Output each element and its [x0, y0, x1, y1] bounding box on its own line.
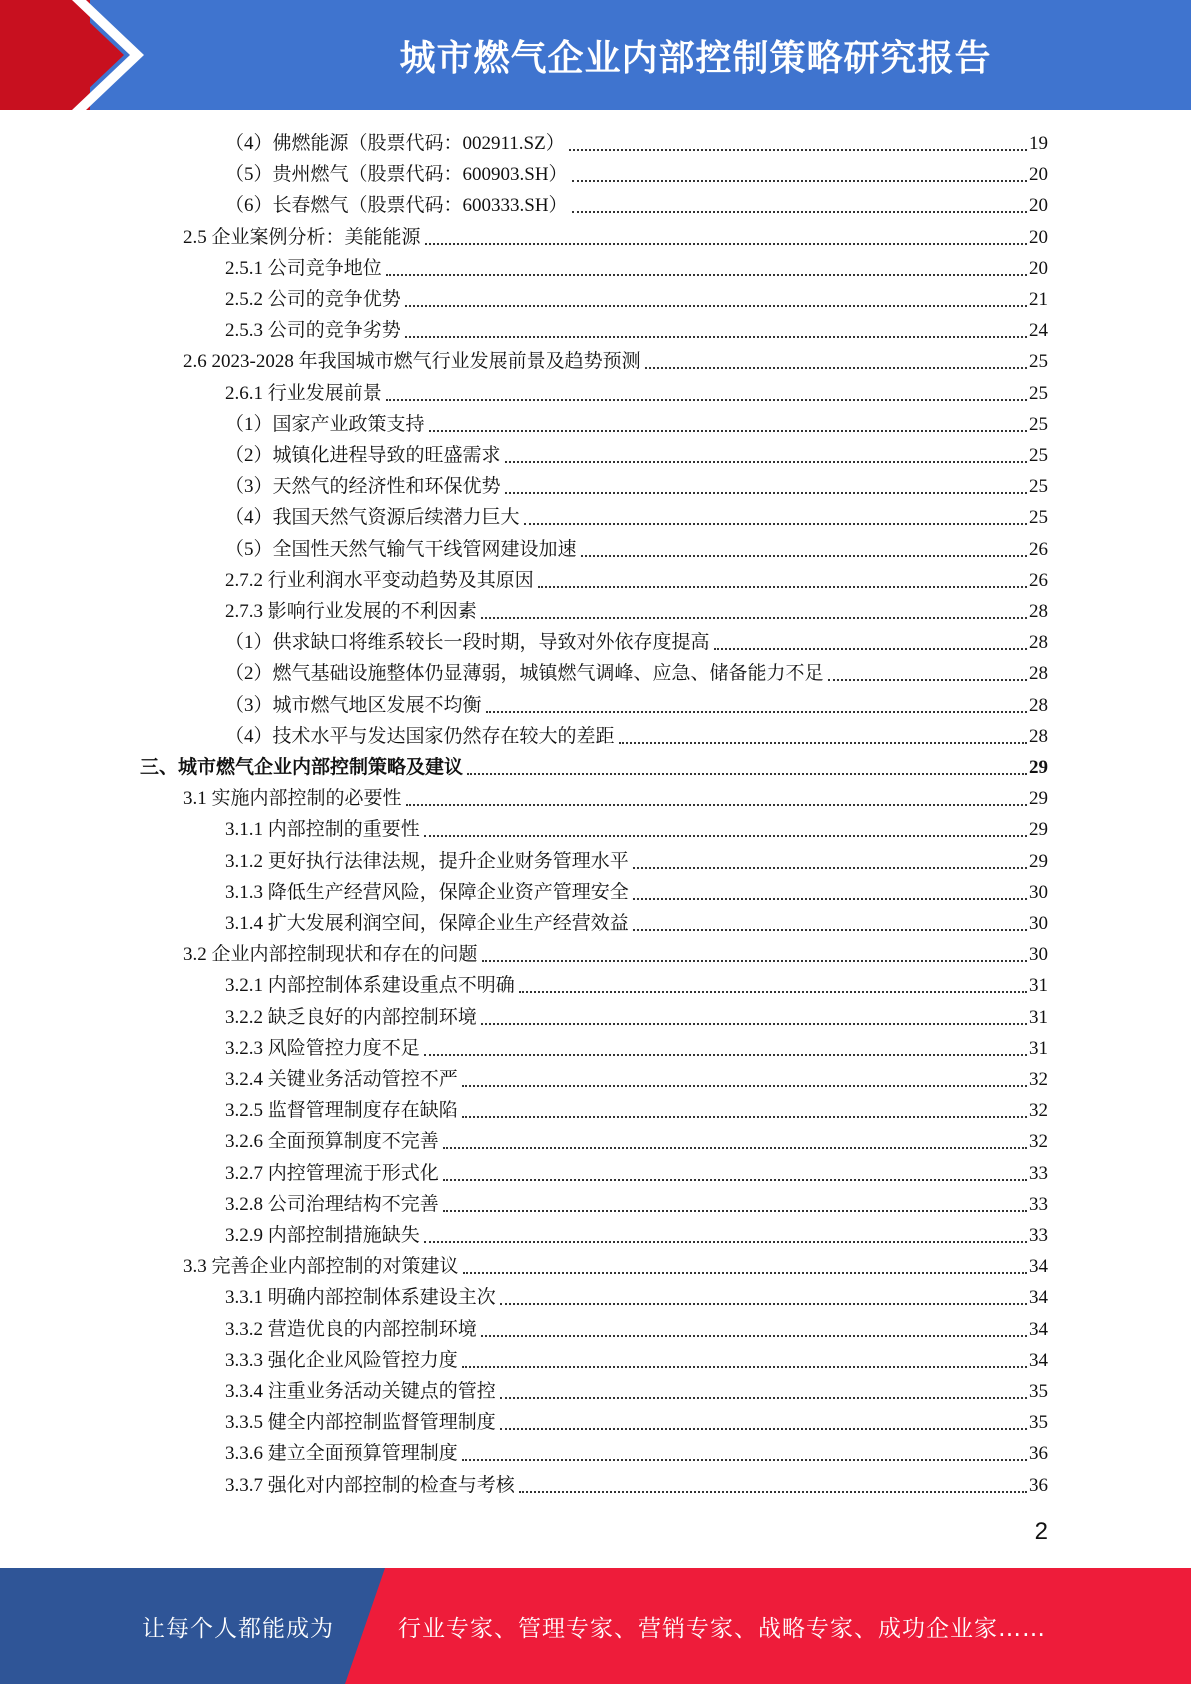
- toc-dot-leader: [462, 1360, 1027, 1368]
- toc-entry-label: 3.2.1 内部控制体系建设重点不明确: [225, 975, 515, 997]
- toc-dot-leader: [481, 1329, 1027, 1337]
- toc-entry-label: 3.2.9 内部控制措施缺失: [225, 1225, 420, 1246]
- toc-dot-leader: [633, 861, 1027, 869]
- toc-dot-leader: [443, 1173, 1027, 1181]
- toc-dot-leader: [425, 237, 1027, 245]
- toc-dot-leader: [572, 174, 1027, 182]
- toc-entry-page: 31: [1029, 1006, 1048, 1028]
- toc-entry[interactable]: [225, 721, 1048, 752]
- toc-entry[interactable]: [225, 1126, 1048, 1157]
- toc-entry[interactable]: [225, 1064, 1048, 1095]
- toc-dot-leader: [462, 1453, 1027, 1461]
- toc-entry[interactable]: [225, 1345, 1048, 1376]
- toc-entry-label: （1）国家产业政策支持: [225, 413, 425, 435]
- toc-dot-leader: [519, 985, 1027, 993]
- toc-entry[interactable]: [225, 284, 1048, 315]
- toc-entry[interactable]: [225, 471, 1048, 502]
- toc-entry-label: 3.3.6 建立全面预算管理制度: [225, 1443, 458, 1465]
- toc-entry-label: 3.2.8 公司治理结构不完善: [225, 1193, 439, 1215]
- toc-entry-page: 33: [1029, 1193, 1048, 1215]
- toc-entry[interactable]: [183, 1251, 1048, 1282]
- toc-entry-label: 2.7.2 行业利润水平变动趋势及其原因: [225, 569, 534, 591]
- toc-entry-label: 3.1.2 更好执行法律法规，提升企业财务管理水平: [225, 850, 629, 872]
- toc-entry-page: 25: [1029, 351, 1048, 373]
- toc-dot-leader: [482, 954, 1027, 962]
- toc-dot-leader: [386, 393, 1027, 401]
- toc-entry-page: 30: [1029, 913, 1048, 934]
- toc-entry-page: 25: [1029, 507, 1048, 529]
- toc-entry[interactable]: [225, 908, 1048, 939]
- toc-dot-leader: [619, 736, 1027, 744]
- toc-entry-label: 3.3.4 注重业务活动关键点的管控: [225, 1381, 496, 1402]
- toc-entry[interactable]: [225, 970, 1048, 1001]
- toc-dot-leader: [572, 205, 1027, 213]
- toc-entry-label: 3.2.7 内控管理流于形式化: [225, 1162, 439, 1184]
- toc-entry-label: 3.2 企业内部控制现状和存在的问题: [183, 944, 478, 966]
- toc-dot-leader: [538, 580, 1027, 588]
- toc-dot-leader: [405, 330, 1027, 338]
- toc-dot-leader: [505, 455, 1027, 463]
- toc-entry[interactable]: [225, 1438, 1048, 1469]
- toc-dot-leader: [714, 642, 1027, 650]
- toc-dot-leader: [424, 1235, 1027, 1243]
- toc-entry-label: （2）燃气基础设施整体仍显薄弱，城镇燃气调峰、应急、储备能力不足: [225, 663, 824, 685]
- toc-dot-leader: [500, 1422, 1027, 1430]
- footer-slogan-right: 行业专家、管理专家、营销专家、战略专家、成功企业家……: [398, 1615, 1046, 1642]
- toc-entry-label: 3.2.3 风险管控力度不足: [225, 1037, 420, 1059]
- toc-entry-page: 29: [1029, 788, 1048, 810]
- toc-entry-label: 3.3.1 明确内部控制体系建设主次: [225, 1287, 496, 1309]
- toc-dot-leader: [405, 299, 1027, 307]
- toc-entry-page: 21: [1029, 289, 1048, 310]
- toc-dot-leader: [463, 1266, 1027, 1274]
- toc-entry[interactable]: [183, 346, 1048, 377]
- toc-entry-page: 26: [1029, 569, 1048, 591]
- toc-dot-leader: [386, 268, 1027, 276]
- toc-entry-page: 30: [1029, 944, 1048, 966]
- toc-entry-label: 3.1.3 降低生产经营风险，保障企业资产管理安全: [225, 881, 629, 903]
- toc-entry-page: 32: [1029, 1100, 1048, 1122]
- toc-entry[interactable]: [225, 1002, 1048, 1033]
- toc-dot-leader: [462, 1079, 1027, 1087]
- toc-entry-page: 35: [1029, 1412, 1048, 1434]
- toc-entry-label: （1）供求缺口将维系较长一段时期，导致对外依存度提高: [225, 632, 710, 654]
- toc-entry-label: （6）长春燃气（股票代码：600333.SH）: [225, 195, 568, 217]
- toc-entry-label: （5）全国性天然气输气干线管网建设加速: [225, 538, 577, 560]
- toc-entry-page: 26: [1029, 538, 1048, 560]
- toc-entry[interactable]: [225, 534, 1048, 565]
- toc-dot-leader: [828, 673, 1027, 681]
- toc-entry[interactable]: [225, 1314, 1048, 1345]
- toc-entry-label: （4）我国天然气资源后续潜力巨大: [225, 507, 520, 529]
- toc-entry[interactable]: [225, 1220, 1048, 1251]
- toc-entry[interactable]: [225, 502, 1048, 533]
- toc-entry[interactable]: [225, 565, 1048, 596]
- toc-entry-page: 33: [1029, 1225, 1048, 1246]
- toc-entry[interactable]: [225, 159, 1048, 190]
- toc-entry[interactable]: [225, 1095, 1048, 1126]
- toc-entry[interactable]: [225, 1189, 1048, 1220]
- toc-entry-label: 3.2.5 监督管理制度存在缺陷: [225, 1100, 458, 1122]
- toc-entry[interactable]: [225, 440, 1048, 471]
- toc-entry[interactable]: [225, 378, 1048, 409]
- toc-dot-leader: [633, 892, 1027, 900]
- toc-entry-page: 25: [1029, 476, 1048, 498]
- toc-entry-label: 2.5.2 公司的竞争优势: [225, 289, 401, 310]
- toc-entry-page: 28: [1029, 601, 1048, 622]
- toc-entry[interactable]: [225, 596, 1048, 627]
- toc-entry-page: 20: [1029, 226, 1048, 248]
- toc-entry-page: 31: [1029, 1037, 1048, 1059]
- toc-entry-label: 3.2.6 全面预算制度不完善: [225, 1131, 439, 1153]
- toc-entry[interactable]: [225, 315, 1048, 346]
- toc-entry-page: 34: [1029, 1318, 1048, 1340]
- toc-entry-page: 28: [1029, 663, 1048, 685]
- toc-dot-leader: [524, 517, 1027, 525]
- toc-entry-label: 2.5.1 公司竞争地位: [225, 257, 382, 279]
- toc-entry[interactable]: [225, 253, 1048, 284]
- toc-entry-page: 32: [1029, 1131, 1048, 1153]
- toc-entry-label: 3.1.1 内部控制的重要性: [225, 819, 420, 841]
- toc-entry-label: （3）天然气的经济性和环保优势: [225, 476, 501, 498]
- toc-dot-leader: [500, 1297, 1027, 1305]
- page-footer: [0, 1568, 1191, 1684]
- toc-entry[interactable]: [225, 1376, 1048, 1407]
- toc-entry-label: 3.3.5 健全内部控制监督管理制度: [225, 1412, 496, 1434]
- toc-dot-leader: [481, 1017, 1027, 1025]
- toc-entry-page: 25: [1029, 382, 1048, 404]
- toc-entry[interactable]: [225, 690, 1048, 721]
- toc-entry[interactable]: [225, 846, 1048, 877]
- toc-entry-page: 30: [1029, 881, 1048, 903]
- toc-entry-page: 24: [1029, 320, 1048, 342]
- toc-entry-label: 2.5 企业案例分析：美能能源: [183, 226, 421, 248]
- toc-entry[interactable]: [225, 190, 1048, 221]
- toc-dot-leader: [645, 361, 1027, 369]
- toc-entry-page: 29: [1029, 819, 1048, 841]
- toc-entry-label: 2.7.3 影响行业发展的不利因素: [225, 601, 477, 622]
- toc-entry-label: 3.1.4 扩大发展利润空间，保障企业生产经营效益: [225, 913, 629, 934]
- toc-dot-leader: [406, 798, 1027, 806]
- toc-dot-leader: [481, 611, 1027, 619]
- toc-entry-page: 34: [1029, 1287, 1048, 1309]
- toc-entry-label: （3）城市燃气地区发展不均衡: [225, 694, 482, 716]
- toc-entry-page: 19: [1029, 133, 1048, 154]
- toc-entry[interactable]: [225, 1407, 1048, 1438]
- toc-entry[interactable]: [140, 752, 1048, 783]
- toc-entry-label: （5）贵州燃气（股票代码：600903.SH）: [225, 164, 568, 186]
- toc-entry-label: 3.1 实施内部控制的必要性: [183, 788, 402, 810]
- toc-entry[interactable]: [183, 222, 1048, 253]
- toc-dot-leader: [519, 1485, 1027, 1493]
- toc-dot-leader: [633, 923, 1027, 931]
- toc-entry[interactable]: [225, 1033, 1048, 1064]
- toc-entry-page: 25: [1029, 413, 1048, 435]
- toc-entry-label: 3.3.3 强化企业风险管控力度: [225, 1349, 458, 1371]
- toc-entry-label: 3.3.7 强化对内部控制的检查与考核: [225, 1474, 515, 1496]
- toc-entry-label: 3.3 完善企业内部控制的对策建议: [183, 1256, 459, 1278]
- toc-entry[interactable]: [225, 1158, 1048, 1189]
- toc-dot-leader: [429, 424, 1027, 432]
- toc-dot-leader: [443, 1204, 1027, 1212]
- toc-entry-label: 2.6.1 行业发展前景: [225, 382, 382, 404]
- toc-entry-label: （4）技术水平与发达国家仍然存在较大的差距: [225, 725, 615, 747]
- toc-entry[interactable]: [225, 658, 1048, 689]
- toc-entry[interactable]: [183, 939, 1048, 970]
- toc-entry-label: （4）佛燃能源（股票代码：002911.SZ）: [225, 133, 565, 154]
- toc-entry-page: 28: [1029, 725, 1048, 747]
- toc-entry-page: 32: [1029, 1069, 1048, 1090]
- toc-dot-leader: [486, 705, 1027, 713]
- toc-entry[interactable]: [183, 783, 1048, 814]
- toc-entry-page: 36: [1029, 1474, 1048, 1496]
- toc-entry-page: 20: [1029, 164, 1048, 186]
- report-title: 城市燃气企业内部控制策略研究报告: [399, 37, 992, 79]
- toc-dot-leader: [443, 1141, 1027, 1149]
- toc-entry-page: 25: [1029, 445, 1048, 466]
- toc-entry-label: 3.2.4 关键业务活动管控不严: [225, 1069, 458, 1090]
- page-header: [0, 0, 1191, 110]
- toc-entry-page: 20: [1029, 195, 1048, 217]
- toc-entry-label: 2.6 2023-2028 年我国城市燃气行业发展前景及趋势预测: [183, 351, 641, 373]
- toc-dot-leader: [424, 829, 1027, 837]
- page-number: 2: [1034, 1518, 1048, 1545]
- footer-slogan-left: 让每个人都能成为: [142, 1615, 334, 1642]
- toc-entry-page: 35: [1029, 1381, 1048, 1402]
- toc-entry-page: 20: [1029, 257, 1048, 279]
- toc-entry-page: 34: [1029, 1349, 1048, 1371]
- toc-entry-page: 33: [1029, 1162, 1048, 1184]
- toc-entry[interactable]: [225, 1470, 1048, 1501]
- toc-entry-page: 31: [1029, 975, 1048, 997]
- toc-entry-label: 2.5.3 公司的竞争劣势: [225, 320, 401, 342]
- toc-dot-leader: [424, 1048, 1027, 1056]
- toc-entry-label: 3.3.2 营造优良的内部控制环境: [225, 1318, 477, 1340]
- toc-entry[interactable]: [225, 128, 1048, 159]
- toc-entry-page: 29: [1029, 850, 1048, 872]
- toc-entry[interactable]: [225, 409, 1048, 440]
- toc-dot-leader: [462, 1110, 1027, 1118]
- toc-entry[interactable]: [225, 627, 1048, 658]
- header-chevron-icon: [72, 0, 154, 110]
- toc-entry-page: 36: [1029, 1443, 1048, 1465]
- toc-entry-label: 3.2.2 缺乏良好的内部控制环境: [225, 1006, 477, 1028]
- toc-dot-leader: [569, 143, 1027, 151]
- toc-entry-page: 34: [1029, 1256, 1048, 1278]
- toc-entry-label: 三、城市燃气企业内部控制策略及建议: [140, 757, 464, 778]
- toc-entry[interactable]: [225, 814, 1048, 845]
- toc-entry-page: 29: [1029, 757, 1048, 778]
- toc-dot-leader: [505, 486, 1027, 494]
- toc-entry-page: 28: [1029, 694, 1048, 716]
- toc-entry-label: （2）城镇化进程导致的旺盛需求: [225, 445, 501, 466]
- toc-entry[interactable]: [225, 877, 1048, 908]
- toc-dot-leader: [467, 767, 1027, 775]
- toc-dot-leader: [581, 549, 1027, 557]
- toc-entry-page: 28: [1029, 632, 1048, 654]
- toc-dot-leader: [500, 1391, 1027, 1399]
- toc-entry[interactable]: [225, 1282, 1048, 1313]
